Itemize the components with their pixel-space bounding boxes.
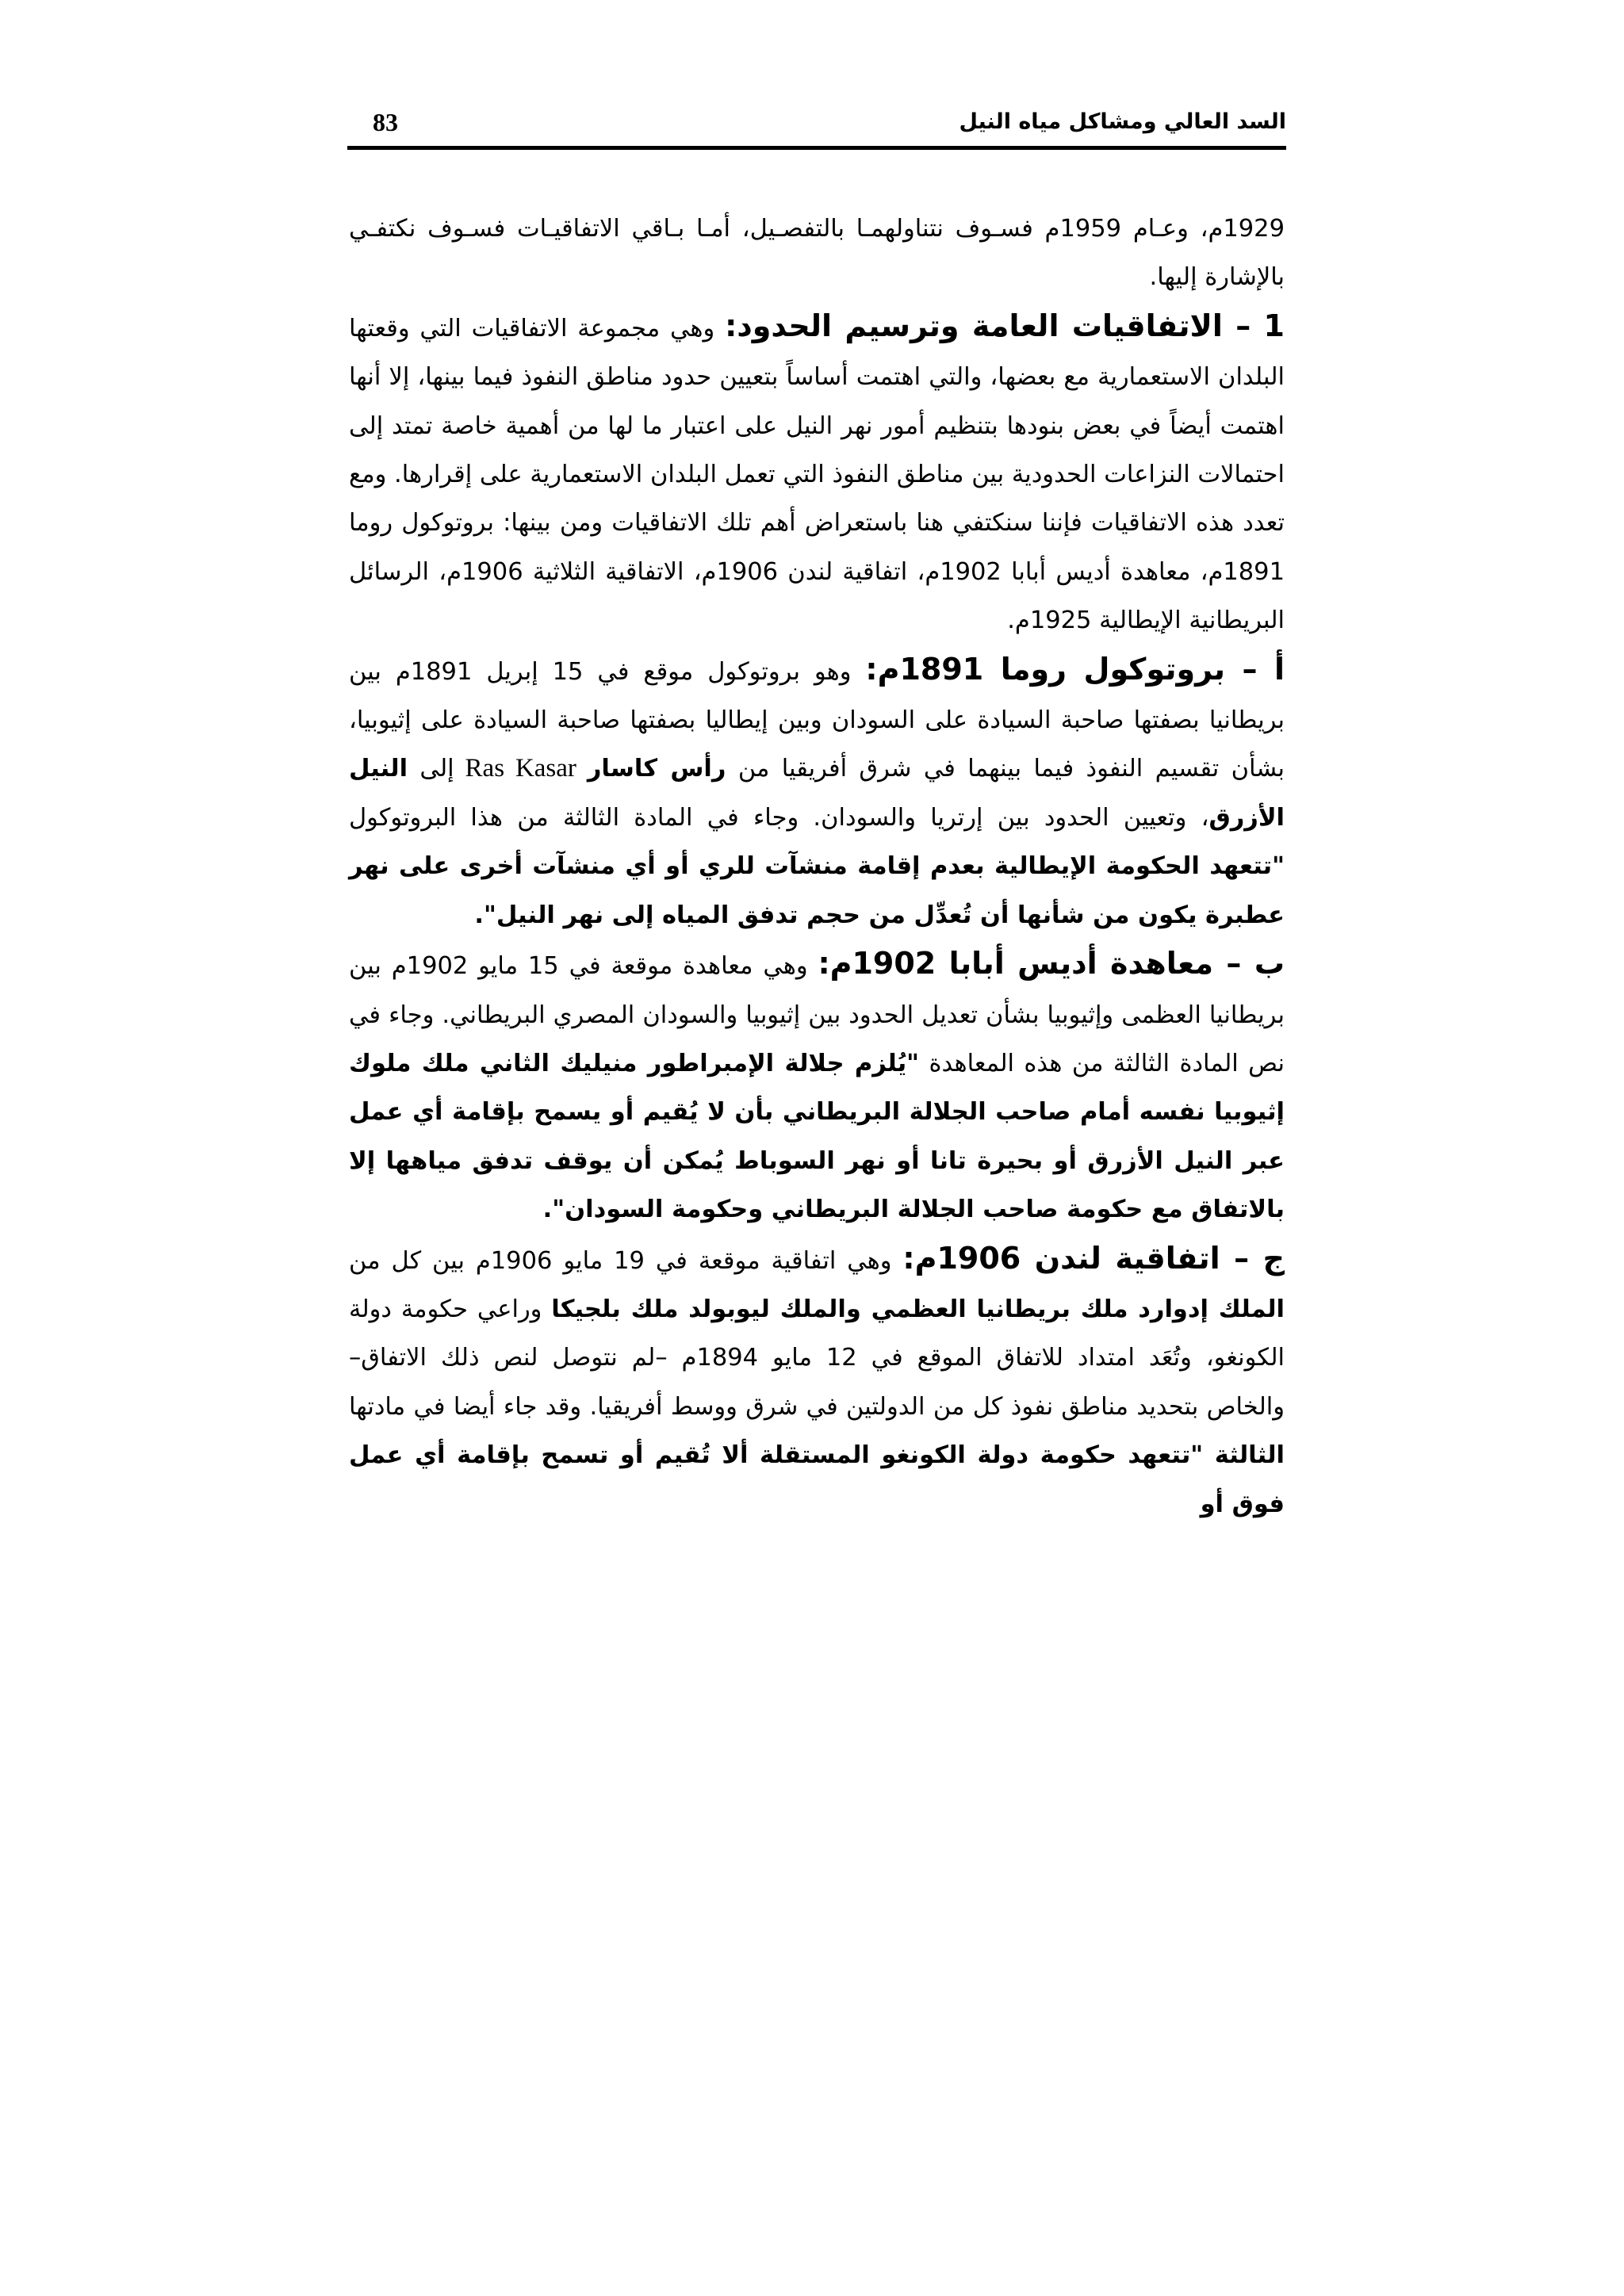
quoted-article: "يُلزم جلالة الإمبراطور منيليك الثاني ملك ملوك إثيوبيا نفسه أمام صاحب الجلالة البريطاني بأن لا يُقيم أو يسمح بإقامة أي عمل عبر النيل الأزرق أو بحيرة تانا أو نهر السوباط يُمكن أن يوقف تدفق مياهها إلا بالاتفاق مع حكومة صاحب الجلالة البريطاني وحكومة السودان". [349, 1049, 1285, 1224]
paragraph-rome-protocol [349, 645, 1285, 939]
paragraph-london-agreement [349, 1234, 1285, 1529]
emphasis-text: النيل الأزرق [349, 755, 1285, 832]
section-heading: ج – اتفاقية لندن 1906م: [902, 1240, 1285, 1276]
paragraph-intro [349, 205, 1285, 302]
page-number: 83 [373, 108, 398, 136]
paragraph-text: وهو بروتوكول موقع في 15 إبريل 1891م بين بريطانيا بصفتها صاحبة السيادة على السودان وبين إيطاليا بصفتها صاحبة السيادة على إثيوبيا، بشأن تقسيم النفوذ فيما بينهما في شرق أفريقيا من [349, 657, 1285, 783]
page-header [347, 103, 1286, 151]
paragraph-text: 1929م، وعـام 1959م فسـوف نتناولهمـا بالتفصـيل، أمـا بـاقي الاتفاقيـات فسـوف نكتفـي بالإشارة إليها. [349, 215, 1285, 292]
paragraph-general-agreements [349, 302, 1285, 645]
section-heading: أ – بروتوكول روما 1891م: [865, 651, 1285, 687]
latin-term: Ras Kasar [454, 754, 588, 783]
body-text [349, 205, 1285, 1529]
paragraph-text: وهي معاهدة موقعة في 15 مايو 1902م بين بريطانيا العظمى وإثيوبيا بشأن تعديل الحدود بين إثيوبيا والسودان المصري البريطاني. وجاء في نص المادة الثالثة من هذه المعاهدة [349, 952, 1285, 1077]
quoted-article: "تتعهد الحكومة الإيطالية بعدم إقامة منشآت للري أو أي منشآت أخرى على نهر عطبرة يكون من شأنها أن تُعدِّل من حجم تدفق المياه إلى نهر النيل". [349, 852, 1285, 929]
emphasis-text: رأس كاسار [587, 755, 726, 783]
paragraph-addis-ababa-treaty [349, 939, 1285, 1234]
paragraph-text: وراعي حكومة دولة الكونغو، وتُعَد امتداد للاتفاق الموقع في 12 مايو 1894م –لم نتوصل لنص ذلك الاتفاق– والخاص بتحديد مناطق نفوذ كل من الدولتين في شرق ووسط أفريقيا. وقد جاء أيضا في مادتها [349, 1295, 1285, 1421]
running-title: السد العالي ومشاكل مياه النيل [959, 109, 1286, 134]
emphasis-text: الملك إدوارد ملك بريطانيا العظمي والملك ليوبولد ملك بلجيكا [551, 1295, 1285, 1323]
paragraph-text: وهي اتفاقية موقعة في 19 مايو 1906م بين كل من [349, 1246, 903, 1275]
quoted-article: "تتعهد حكومة دولة الكونغو المستقلة ألا تُقيم أو تسمح بإقامة أي عمل فوق أو [349, 1441, 1285, 1518]
paragraph-text: ، وتعيين الحدود بين إرتريا والسودان. وجاء في المادة الثالثة من هذا البروتوكول [349, 803, 1209, 832]
emphasis-text: الثالثة [1214, 1441, 1285, 1470]
paragraph-text: إلى [408, 755, 454, 783]
section-heading: 1 – الاتفاقيات العامة وترسيم الحدود: [725, 308, 1285, 343]
paragraph-text: وهي مجموعة الاتفاقيات التي وقعتها البلدان الاستعمارية مع بعضها، والتي اهتمت أساساً بتعيين حدود مناطق النفوذ فيما بينها، إلا أنها اهتمت أيضاً في بعض بنودها بتنظيم أمور نهر النيل على اعتبار ما لها من أهمية خاصة تمتد إلى احتمالات النزاعات الحدودية بين مناطق النفوذ التي تعمل البلدان الاستعمارية على إقرارها. ومع تعدد هذه الاتفاقيات فإننا سنكتفي هنا باستعراض أهم تلك الاتفاقيات ومن بينها: بروتوكول روما 1891م، معاهدة أديس أبابا 1902م، اتفاقية لندن 1906م، الاتفاقية الثلاثية 1906م، الرسائل البريطانية الإيطالية 1925م. [349, 314, 1285, 635]
header-rule [347, 146, 1286, 150]
section-heading: ب – معاهدة أديس أبابا 1902م: [818, 946, 1285, 982]
